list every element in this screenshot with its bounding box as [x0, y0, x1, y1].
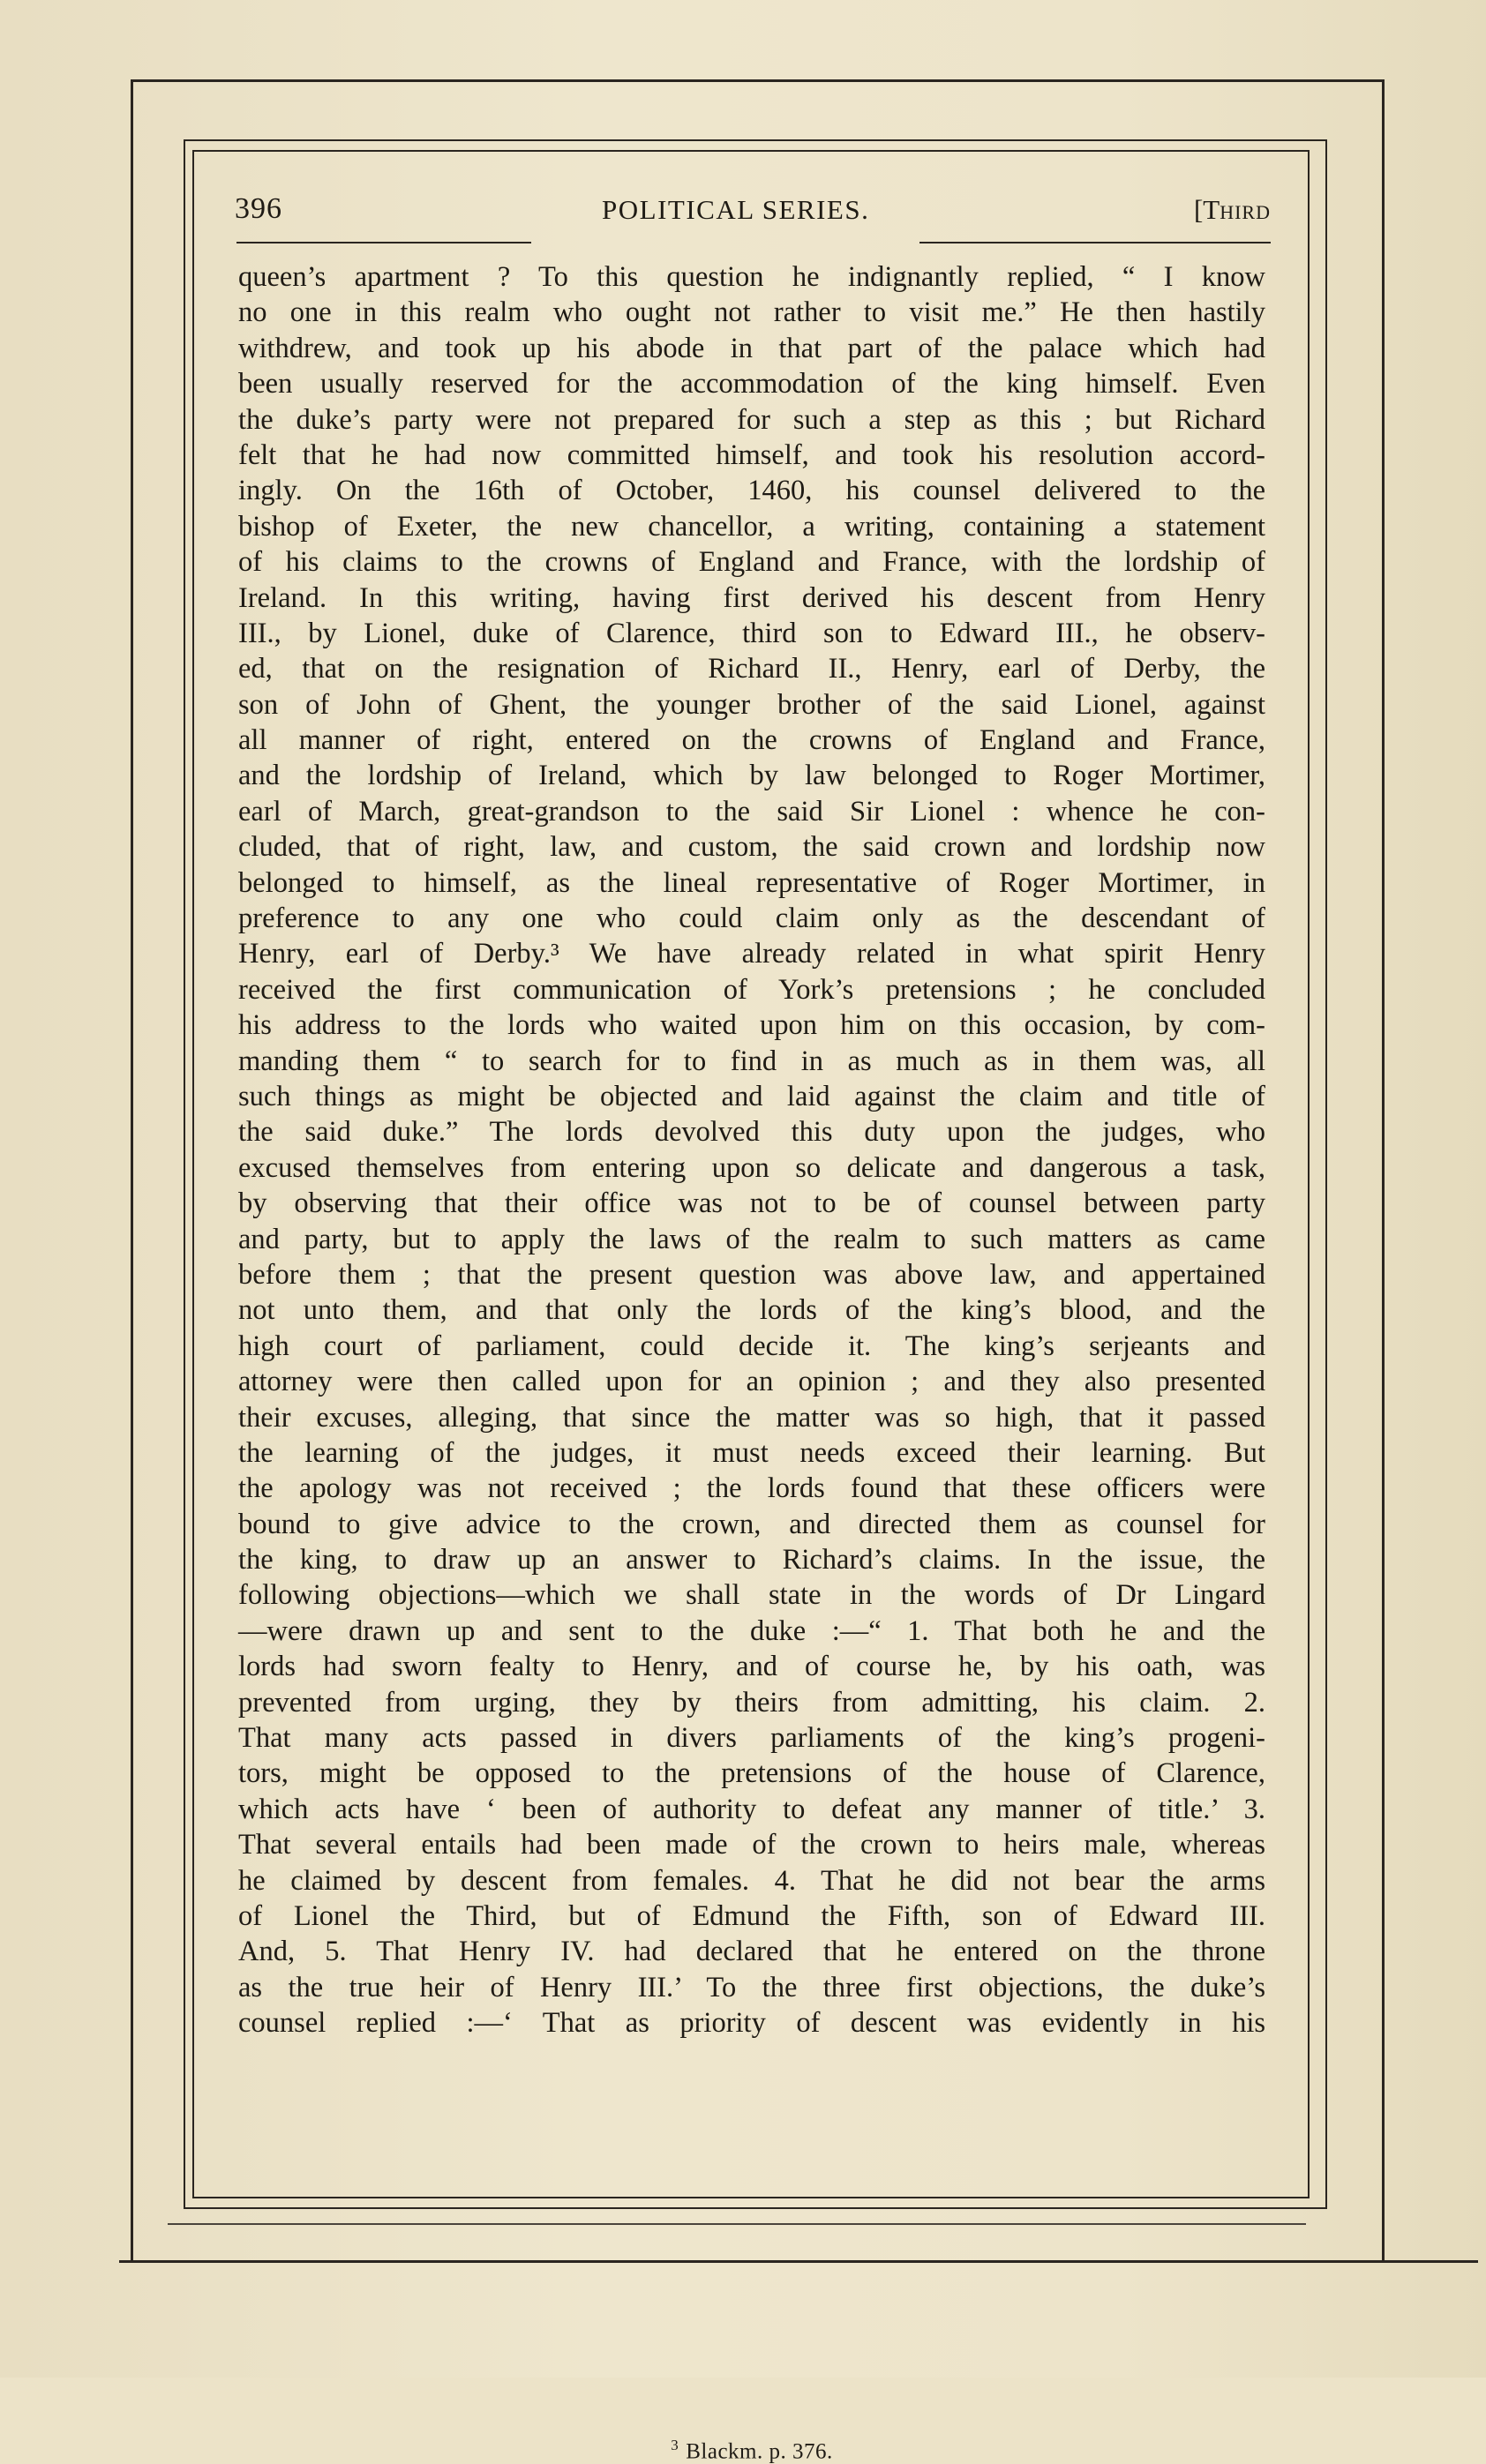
- inner-frame-rule: [192, 2197, 1310, 2198]
- text-line: tors, might be opposed to the pretensions of the house of Clarence,: [238, 1757, 1265, 1790]
- footnote-mark: 3: [671, 2437, 679, 2453]
- outer-frame-rule: [131, 79, 133, 2263]
- inner-frame-rule: [184, 139, 185, 2209]
- text-line: such things as might be objected and laid against the claim and title of: [238, 1080, 1265, 1112]
- outer-frame-rule: [119, 2260, 1478, 2263]
- inner-frame-rule: [1308, 150, 1310, 2198]
- header-rule: [919, 242, 1271, 243]
- text-line: attorney were then called upon for an opinion ; and they also presented: [238, 1366, 1265, 1398]
- text-line: of Lionel the Third, but of Edmund the Fifth, son of Edward III.: [238, 1899, 1265, 1932]
- inner-frame-rule: [1325, 139, 1327, 2209]
- inner-frame-rule: [184, 2207, 1327, 2209]
- text-line: their excuses, alleging, that since the matter was so high, that it passed: [238, 1401, 1265, 1434]
- text-line: withdrew, and took up his abode in that part of the palace which had: [238, 332, 1265, 364]
- text-line: which acts have ‘ been of authority to defeat any manner of title.’ 3.: [238, 1793, 1265, 1825]
- text-line: Ireland. In this writing, having first derived his descent from Henry: [238, 581, 1265, 614]
- text-line: prevented from urging, they by theirs from admitting, his claim. 2.: [238, 1686, 1265, 1719]
- text-line: by observing that their office was not to be of counsel between party: [238, 1187, 1265, 1220]
- text-line: —were drawn up and sent to the duke :—“ 1. That both he and the: [238, 1614, 1265, 1647]
- text-line: his address to the lords who waited upon him on this occasion, by com-: [238, 1009, 1265, 1042]
- text-line: the learning of the judges, it must needs exceed their learning. But: [238, 1436, 1265, 1469]
- body-text: [238, 259, 1265, 2464]
- text-line: ingly. On the 16th of October, 1460, his counsel delivered to the: [238, 475, 1265, 507]
- inner-frame-rule: [184, 139, 1327, 141]
- text-line: the said duke.” The lords devolved this duty upon the judges, who: [238, 1116, 1265, 1149]
- text-line: ed, that on the resignation of Richard II., Henry, earl of Derby, the: [238, 653, 1265, 685]
- outer-frame-rule: [131, 79, 1384, 82]
- text-line: counsel replied :—‘ That as priority of descent was evidently in his: [238, 2007, 1265, 2040]
- text-line: the duke’s party were not prepared for such a step as this ; but Richard: [238, 403, 1265, 436]
- inner-frame-rule: [192, 150, 1310, 152]
- text-line: high court of parliament, could decide it. The king’s serjeants and: [238, 1329, 1265, 1362]
- text-line: following objections—which we shall state in the words of Dr Lingard: [238, 1579, 1265, 1612]
- text-line: manding them “ to search for to find in as much as in them was, all: [238, 1045, 1265, 1077]
- text-line: cluded, that of right, law, and custom, the said crown and lordship now: [238, 831, 1265, 864]
- section-label-bracket: [T: [1193, 194, 1220, 225]
- text-line: preference to any one who could claim only as the descendant of: [238, 902, 1265, 935]
- text-line: before them ; that the present question was above law, and appertained: [238, 1258, 1265, 1291]
- text-line: all manner of right, entered on the crowns of England and France,: [238, 724, 1265, 757]
- page-header: [235, 192, 1271, 236]
- text-line: That many acts passed in divers parliaments of the king’s progeni-: [238, 1722, 1265, 1755]
- text-line: the apology was not received ; the lords found that these officers were: [238, 1472, 1265, 1505]
- text-line: bishop of Exeter, the new chancellor, a writing, containing a statement: [238, 510, 1265, 543]
- header-rule: [236, 242, 531, 243]
- text-line: the king, to draw up an answer to Richard’s claims. In the issue, the: [238, 1544, 1265, 1577]
- text-line: no one in this realm who ought not rather to visit me.” He then hastily: [238, 296, 1265, 329]
- bottom-frame-rule: [168, 2223, 1306, 2225]
- text-line: and party, but to apply the laws of the realm to such matters as came: [238, 1223, 1265, 1255]
- text-line: III., by Lionel, duke of Clarence, third son to Edward III., he observ-: [238, 617, 1265, 649]
- text-line: and the lordship of Ireland, which by law belonged to Roger Mortimer,: [238, 760, 1265, 792]
- inner-frame-rule: [192, 150, 194, 2198]
- text-line: been usually reserved for the accommodation of the king himself. Even: [238, 368, 1265, 401]
- outer-frame-rule: [1382, 79, 1385, 2263]
- footnote-text: Blackm. p. 376.: [686, 2439, 833, 2464]
- footnote: [238, 2437, 1265, 2464]
- text-line: lords had sworn fealty to Henry, and of course he, by his oath, was: [238, 1651, 1265, 1683]
- text-line: felt that he had now committed himself, and took his resolution accord-: [238, 438, 1265, 471]
- text-line: And, 5. That Henry IV. had declared that he entered on the throne: [238, 1936, 1265, 1968]
- page-number: 396: [235, 192, 282, 225]
- text-line: Henry, earl of Derby.³ We have already related in what spirit Henry: [238, 938, 1265, 970]
- text-line: belonged to himself, as the lineal representative of Roger Mortimer, in: [238, 866, 1265, 899]
- text-line: son of John of Ghent, the younger brother of the said Lionel, against: [238, 688, 1265, 721]
- text-line: bound to give advice to the crown, and directed them as counsel for: [238, 1508, 1265, 1540]
- text-line: queen’s apartment ? To this question he indignantly replied, “ I know: [238, 261, 1265, 293]
- text-line: excused themselves from entering upon so delicate and dangerous a task,: [238, 1151, 1265, 1184]
- text-line: of his claims to the crowns of England and France, with the lordship of: [238, 546, 1265, 579]
- text-line: received the first communication of York’s pretensions ; he concluded: [238, 973, 1265, 1006]
- running-head: POLITICAL SERIES.: [602, 194, 870, 225]
- section-label: [1194, 194, 1271, 226]
- section-label-rest: HIRD: [1220, 201, 1271, 223]
- text-line: he claimed by descent from females. 4. That he did not bear the arms: [238, 1864, 1265, 1897]
- text-line: earl of March, great-grandson to the said Sir Lionel : whence he con-: [238, 795, 1265, 828]
- text-line: That several entails had been made of the crown to heirs male, whereas: [238, 1829, 1265, 1861]
- text-line: as the true heir of Henry III.’ To the three first objections, the duke’s: [238, 1971, 1265, 2003]
- text-line: not unto them, and that only the lords of the king’s blood, and the: [238, 1294, 1265, 1327]
